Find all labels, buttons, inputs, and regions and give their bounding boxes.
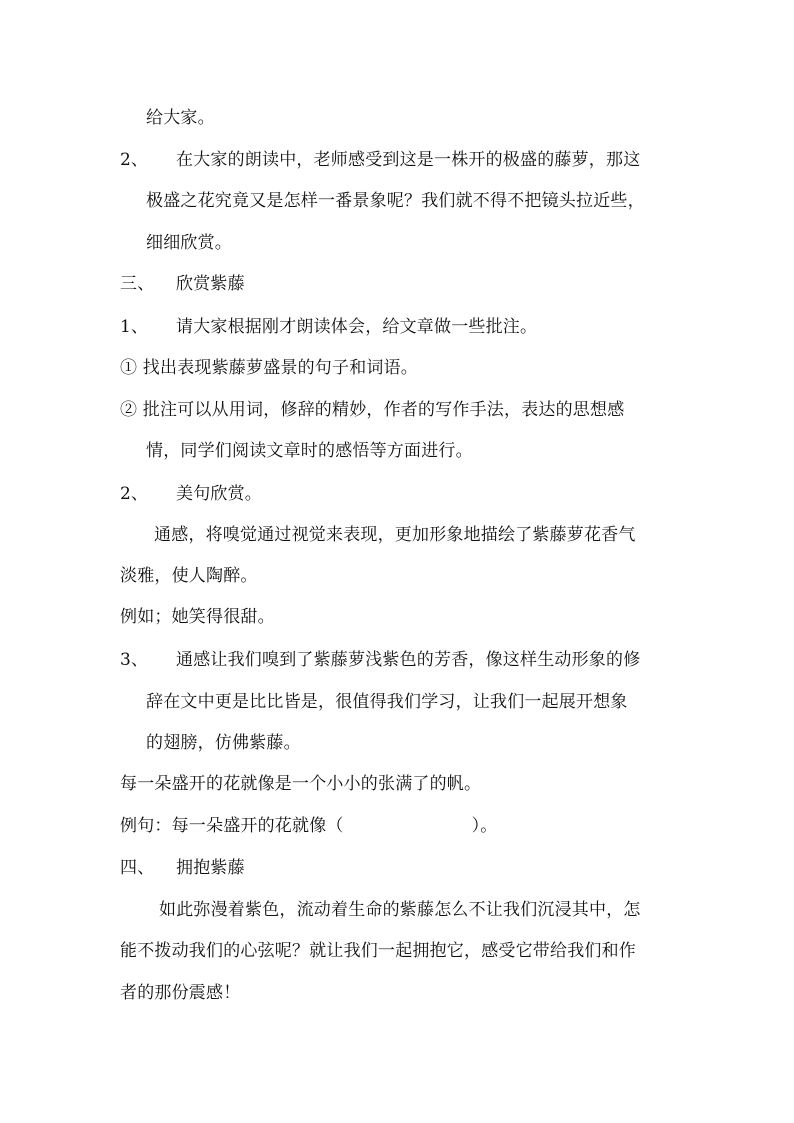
circled-item: ① 找出表现紫藤萝盛景的句子和词语。 (120, 358, 419, 378)
example-line: 例如；她笑得很甜。 (120, 607, 275, 627)
text-line: 美句欣赏。 (176, 484, 262, 504)
section-heading: 欣赏紫藤 (176, 274, 245, 294)
text-line: 给大家。 (146, 108, 215, 128)
section-number: 三、 (120, 274, 155, 294)
list-number: 2、 (120, 150, 149, 170)
sentence-line: 每一朵盛开的花就像是一个小小的张满了的帆。 (120, 774, 482, 794)
paragraph-line: 淡雅，使人陶醉。 (120, 566, 258, 586)
circled-item: ② 批注可以从用词，修辞的精妙，作者的写作手法，表达的思想感 (120, 400, 625, 420)
section-number: 四、 (120, 858, 155, 878)
text-line: 在大家的朗读中，老师感受到这是一株开的极盛的藤萝，那这 (176, 150, 641, 170)
text-line: 的翅膀，仿佛紫藤。 (146, 733, 301, 753)
example-suffix: ）。 (471, 816, 498, 836)
example-fill-line (120, 816, 498, 836)
example-prefix: 例句：每一朵盛开的花就像（ (120, 816, 344, 836)
paragraph-line: 如此弥漫着紫色，流动着生命的紫藤怎么不让我们沉浸其中，怎 (159, 900, 641, 920)
text-line: 请大家根据刚才朗读体会，给文章做一些批注。 (176, 317, 538, 337)
list-number: 3、 (120, 650, 149, 670)
paragraph-line: 通感，将嗅觉通过视觉来表现，更加形象地描绘了紫藤萝花香气 (154, 525, 636, 545)
text-line: 情，同学们阅读文章时的感悟等方面进行。 (146, 441, 473, 461)
text-line: 极盛之花究竟又是怎样一番景象呢？我们就不得不把镜头拉近些， (146, 191, 645, 211)
list-number: 2、 (120, 484, 149, 504)
list-number: 1、 (120, 317, 149, 337)
section-heading: 拥抱紫藤 (176, 858, 245, 878)
paragraph-line: 者的那份震感！ (120, 983, 241, 1003)
text-line: 细细欣赏。 (146, 233, 232, 253)
paragraph-line: 能不拨动我们的心弦呢？就让我们一起拥抱它，感受它带给我们和作 (120, 941, 636, 961)
text-line: 辞在文中更是比比皆是，很值得我们学习，让我们一起展开想象 (146, 692, 628, 712)
text-line: 通感让我们嗅到了紫藤萝浅紫色的芳香，像这样生动形象的修 (176, 650, 641, 670)
